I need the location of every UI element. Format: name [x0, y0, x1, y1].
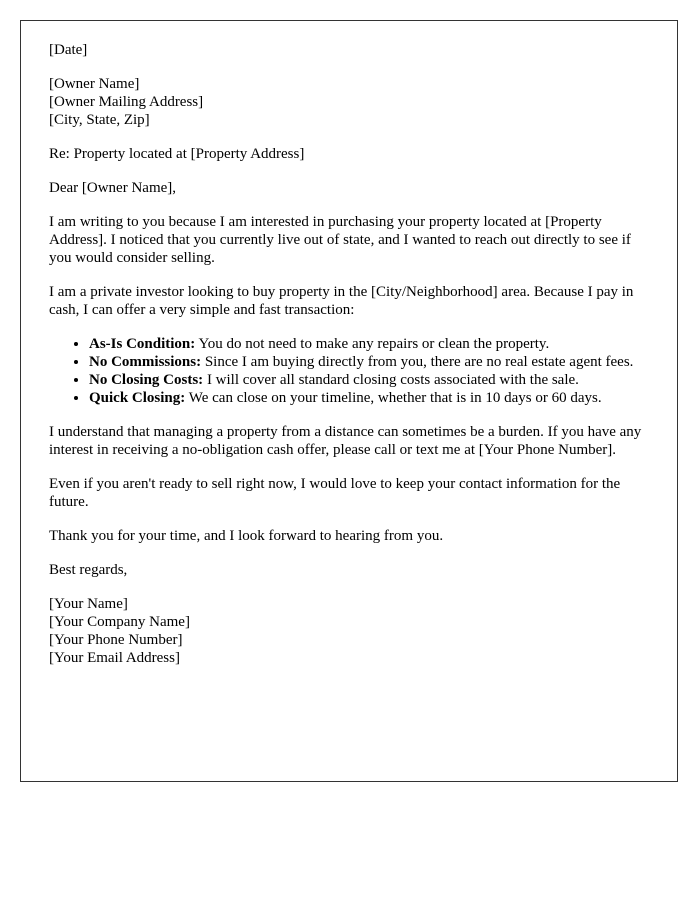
sender-phone: [Your Phone Number]: [49, 632, 183, 648]
recipient-name: [Owner Name]: [49, 76, 140, 92]
benefit-text: You do not need to make any repairs or clean the property.: [195, 336, 550, 352]
benefit-title: As-Is Condition:: [89, 336, 196, 352]
benefit-title: No Closing Costs:: [89, 372, 204, 388]
recipient-address-block: [49, 75, 649, 129]
benefit-title: No Commissions:: [89, 354, 202, 370]
intro-paragraph: I am writing to you because I am interested in purchasing your property located at [Property Address]. I noticed that you currently live out of state, and I wanted to reach out directly to see if you would consider selling.: [49, 214, 631, 266]
benefit-item-quick-closing: [89, 389, 649, 407]
signature-block: [49, 595, 649, 667]
benefit-text: I will cover all standard closing costs associated with the sale.: [203, 372, 579, 388]
sender-name: [Your Name]: [49, 596, 128, 612]
benefit-title: Quick Closing:: [89, 390, 186, 406]
recipient-city-state-zip: [City, State, Zip]: [49, 112, 150, 128]
distance-paragraph: I understand that managing a property from a distance can sometimes be a burden. If you have any interest in receiving a no-obligation cash offer, please call or text me at [Your Phone Number].: [49, 424, 642, 458]
letter-page: [20, 20, 678, 782]
salutation: Dear [Owner Name],: [49, 180, 177, 196]
benefit-text: We can close on your timeline, whether that is in 10 days or 60 days.: [185, 390, 602, 406]
letter-date: [Date]: [49, 42, 88, 58]
benefit-item-as-is: [89, 335, 649, 353]
thank-you-paragraph: Thank you for your time, and I look forward to hearing from you.: [49, 528, 444, 544]
signoff: Best regards,: [49, 562, 128, 578]
benefit-text: Since I am buying directly from you, there are no real estate agent fees.: [201, 354, 634, 370]
future-contact-paragraph: Even if you aren't ready to sell right now, I would love to keep your contact information for the future.: [49, 476, 621, 510]
recipient-mailing-address: [Owner Mailing Address]: [49, 94, 204, 110]
benefit-item-no-commissions: [89, 353, 649, 371]
sender-company: [Your Company Name]: [49, 614, 190, 630]
sender-email: [Your Email Address]: [49, 650, 180, 666]
benefit-item-no-closing-costs: [89, 371, 649, 389]
benefits-list: [49, 335, 649, 407]
subject-line: Re: Property located at [Property Address]: [49, 146, 305, 162]
offer-paragraph: I am a private investor looking to buy property in the [City/Neighborhood] area. Because I pay in cash, I can offer a very simple and fast transaction:: [49, 284, 634, 318]
